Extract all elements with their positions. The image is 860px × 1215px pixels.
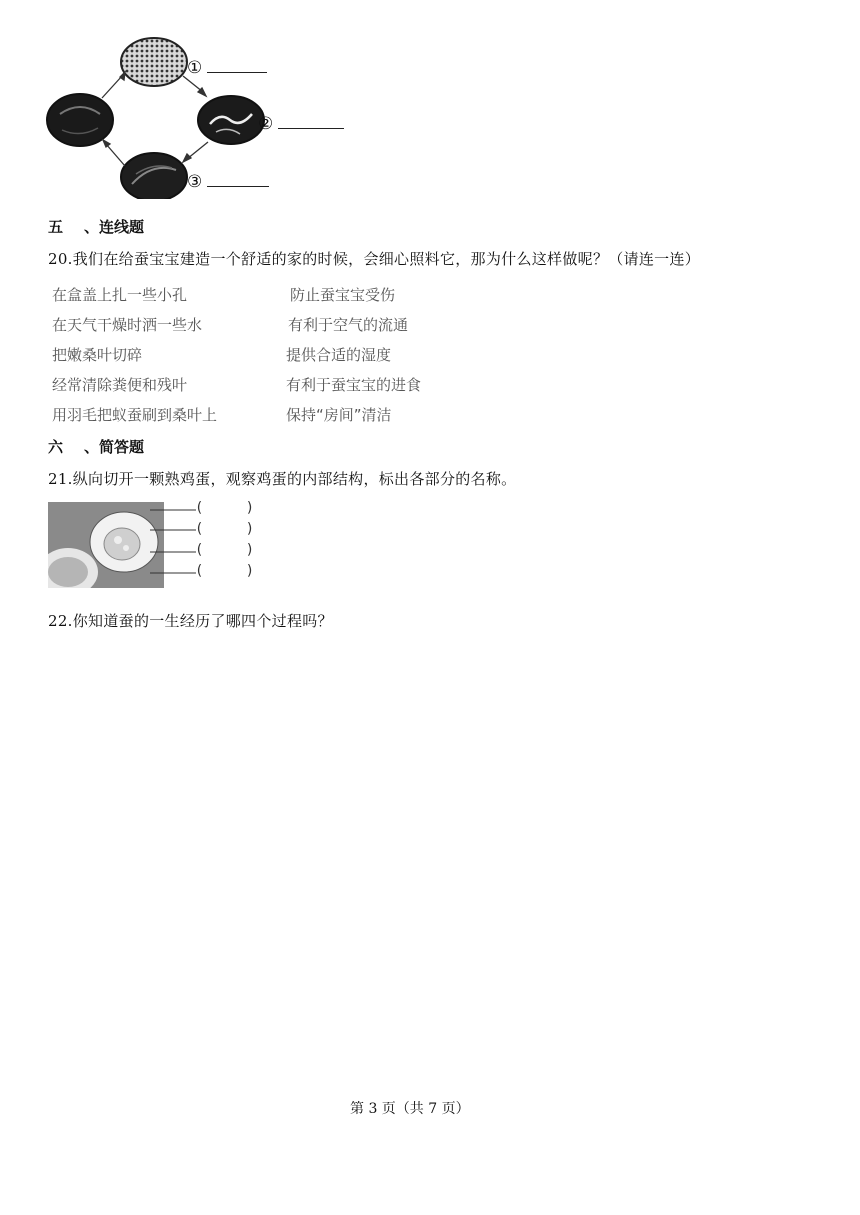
matching-right-column (286, 284, 421, 434)
left-item[interactable]: 在天气干燥时洒一些水 (52, 316, 203, 334)
matching-left-column (52, 284, 217, 434)
section-number: 五 (48, 218, 64, 236)
egg-leader-lines (150, 506, 198, 578)
answer-paren-4[interactable]: ( ) (195, 563, 255, 579)
section-title: 、连线题 (84, 218, 145, 236)
label-number-2: ② (258, 114, 274, 134)
section-title: 、简答题 (84, 438, 145, 456)
answer-paren-2[interactable]: ( ) (195, 521, 255, 537)
label-number-3: ③ (187, 172, 203, 192)
left-item[interactable]: 在盒盖上扎一些小孔 (52, 286, 188, 304)
eggs-image (121, 38, 187, 86)
egg-part-labels (195, 500, 254, 584)
question-21-text: 21.纵向切开一颗熟鸡蛋，观察鸡蛋的内部结构，标出各部分的名称。 (48, 470, 517, 488)
section-number: 六 (48, 438, 64, 456)
right-item[interactable]: 防止蚕宝宝受伤 (290, 286, 396, 304)
right-item[interactable]: 保持“房间”清洁 (286, 406, 392, 424)
answer-blank-1[interactable] (207, 58, 267, 73)
figure-label-2 (258, 114, 344, 134)
figure-label-3 (187, 172, 269, 192)
section-heading-6 (48, 436, 144, 457)
question-20-text: 20.我们在给蚕宝宝建造一个舒适的家的时候，会细心照料它，那为什么这样做呢？（请连一连） (48, 250, 701, 268)
page-footer: 第 3 页（共 7 页） (350, 1101, 470, 1117)
moth-image (47, 94, 113, 146)
figure-label-1 (187, 58, 267, 78)
left-item[interactable]: 用羽毛把蚁蚕刷到桑叶上 (52, 406, 218, 424)
pupa-image (121, 153, 187, 199)
right-item[interactable]: 有利于蚕宝宝的进食 (286, 376, 422, 394)
answer-blank-2[interactable] (278, 114, 344, 129)
right-item[interactable]: 有利于空气的流通 (288, 316, 409, 334)
answer-blank-3[interactable] (207, 172, 269, 187)
left-item[interactable]: 经常清除粪便和残叶 (52, 376, 188, 394)
label-number-1: ① (187, 58, 203, 78)
answer-paren-1[interactable]: ( ) (195, 500, 255, 516)
left-item[interactable]: 把嫩桑叶切碎 (52, 346, 143, 364)
answer-paren-3[interactable]: ( ) (195, 542, 255, 558)
boiled-egg-figure (48, 502, 164, 588)
section-heading-5 (48, 216, 144, 237)
right-item[interactable]: 提供合适的湿度 (286, 346, 392, 364)
question-22-text: 22.你知道蚕的一生经历了哪四个过程吗？ (48, 612, 333, 630)
